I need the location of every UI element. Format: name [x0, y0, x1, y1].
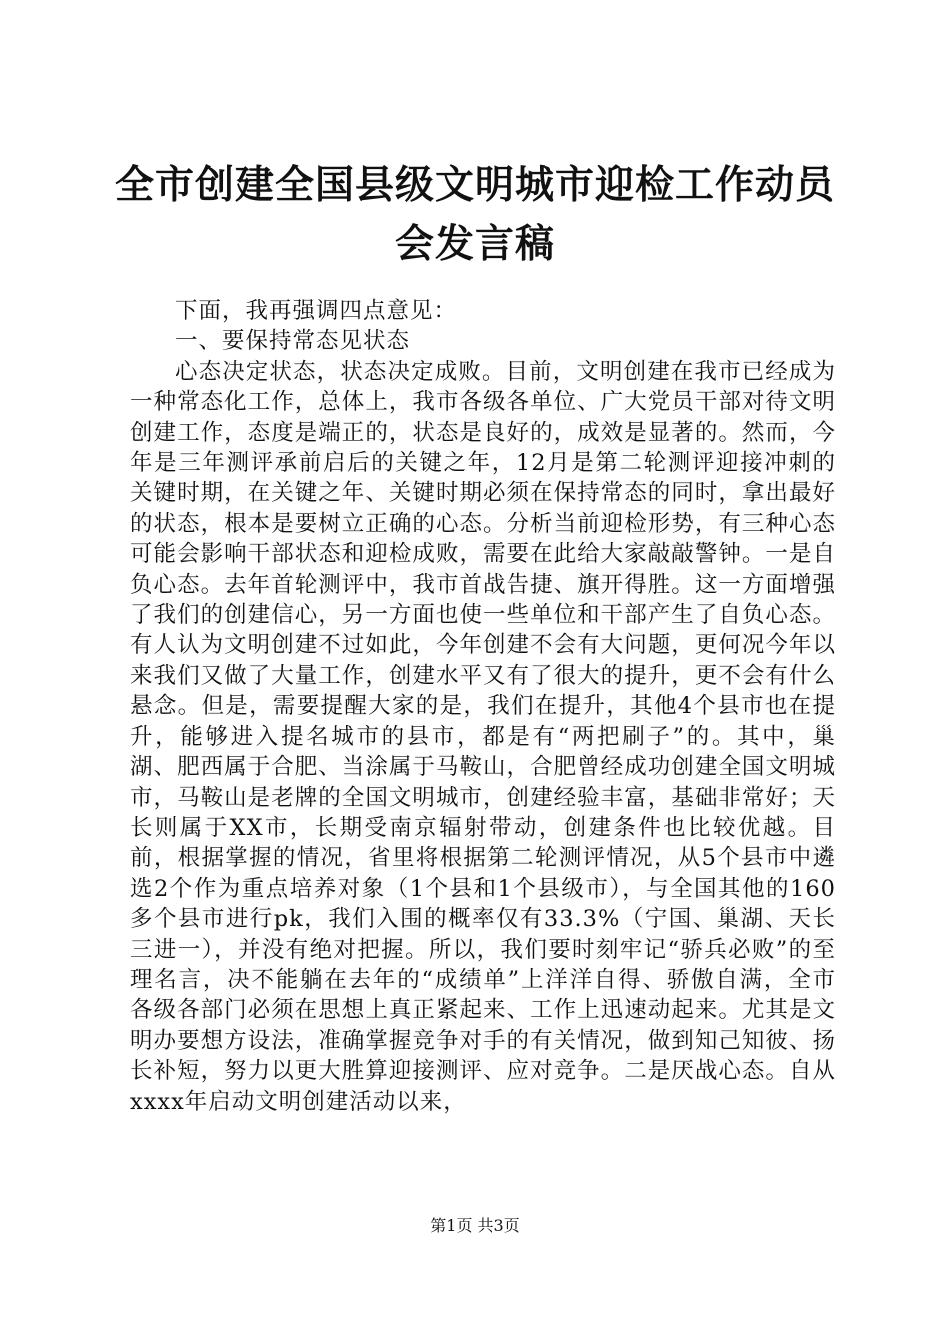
page-footer: 第1页 共3页	[430, 1216, 520, 1235]
document-title: 全市创建全国县级文明城市迎检工作动员会发言稿	[114, 162, 835, 267]
body-paragraph: 心态决定状态，状态决定成败。目前，文明创建在我市已经成为一种常态化工作，总体上，我市各级各单位、广大党员干部对待文明创建工作，态度是端正的，状态是良好的，成效是显著的。然而，今年是三年测评承前启后的关键之年，12月是第二轮测评迎接冲刺的关键时期，在关键之年、关键时期必须在保持常态的同时，拿出最好的状态，根本是要树立正确的心态。分析当前迎检形势，有三种心态可能会影响干部状态和迎检成败，需要在此给大家敲敲警钟。一是自负心态。去年首轮测评中，我市首战告捷、旗开得胜。这一方面增强了我们的创建信心，另一方面也使一些单位和干部产生了自负心态。有人认为文明创建不过如此，今年创建不会有大问题，更何况今年以来我们又做了大量工作，创建水平又有了很大的提升，更不会有什么悬念。但是，需要提醒大家的是，我们在提升，其他4个县市也在提升，能够进入提名城市的县市，都是有“两把刷子”的。其中，巢湖、肥西属于合肥、当涂属于马鞍山，合肥曾经成功创建全国文明城市，马鞍山是老牌的全国文明城市，创建经验丰富，基础非常好；天长则属于XX市，长期受南京辐射带动，创建条件也比较优越。目前，根据掌握的情况，省里将根据第二轮测评情况，从5个县市中遴选2个作为重点培养对象（1个县和1个县级市），与全国其他的160多个县市进行pk，我们入围的概率仅有33.3%（宁国、巢湖、天长三进一），并没有绝对把握。所以，我们要时刻牢记“骄兵必败”的至理名言，决不能躺在去年的“成绩单”上洋洋自得、骄傲自满，全市各级各部门必须在思想上真正紧起来、工作上迅速动起来。尤其是文明办要想方设法，准确掌握竞争对手的有关情况，做到知己知彼、扬长补短，努力以更大胜算迎接测评、应对竞争。二是厌战心态。自从xxxx年启动文明创建活动以来，	[130, 358, 836, 1115]
document-body	[130, 296, 836, 1117]
intro-paragraph: 下面，我再强调四点意见：	[175, 298, 458, 324]
section-heading: 一、要保持常态见状态	[175, 328, 411, 355]
